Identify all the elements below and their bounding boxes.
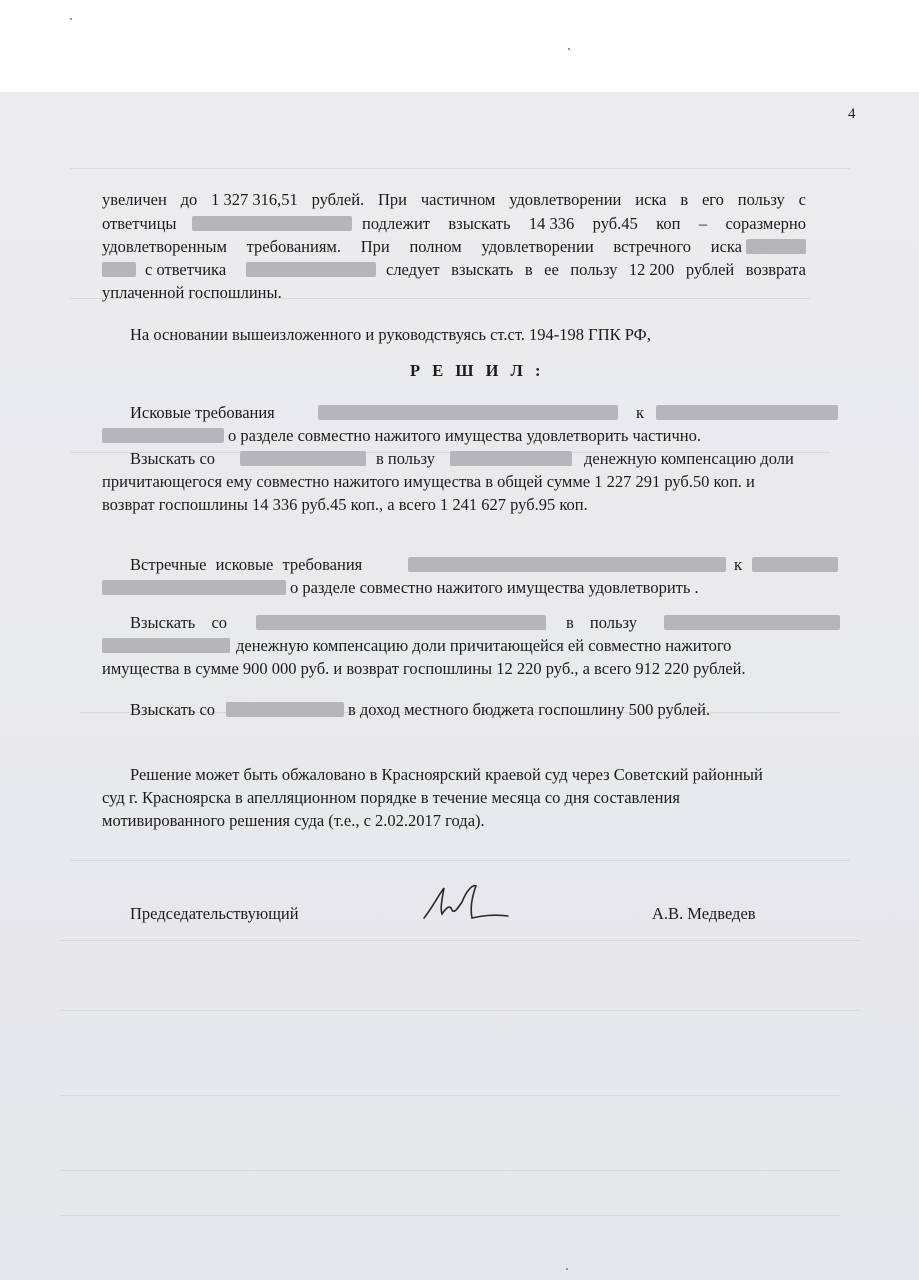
word: руб.45 [592,214,638,233]
redaction [408,557,726,572]
text-line: Взыскать со [130,613,228,632]
bleed-line [60,940,860,941]
bleed-line [60,1170,840,1171]
redaction [102,580,286,595]
decision-title: Р Е Ш И Л : [410,361,545,380]
text-line: к [734,555,743,574]
signatory-role: Председательствующий [130,904,299,923]
word: встречного [613,237,691,256]
text-line: возврат госпошлины 14 336 руб.45 коп., а всего 1 241 627 руб.95 коп. [102,495,588,514]
word: рублей [685,260,735,279]
bleed-line [70,860,850,861]
text-line: денежную компенсацию доли причитающейся ей совместно нажитого [236,636,732,655]
text-line: в доход местного бюджета госпошлину 500 рублей. [348,700,711,719]
text-line: уплаченной госпошлины. [102,283,282,302]
word: ответчицы [102,214,177,233]
text-line: к [636,403,645,422]
redaction [102,638,230,653]
word: 14 336 [528,214,575,233]
bleed-line [60,1095,840,1096]
word: с ответчика [145,260,227,279]
text-line: о разделе совместно нажитого имущества удовлетворить частично. [228,426,701,445]
word: Исковые требования [130,403,275,422]
word: удовлетворенным [102,237,227,256]
word: полном [409,237,462,256]
word: пользу [570,260,618,279]
word: требованиям. [246,237,341,256]
word: коп [656,214,681,233]
text-line: мотивированного решения суда (т.е., с 2.02.2017 года). [102,811,485,830]
redaction [450,451,572,466]
word: иска [710,237,742,256]
text-line: в пользу [566,613,637,632]
word: пользу [737,190,785,209]
text-line: имущества в сумме 900 000 руб. и возврат госпошлины 12 220 руб., а всего 912 220 рублей. [102,659,746,678]
word: взыскать [448,214,511,233]
redaction [192,216,352,231]
word: При [378,190,408,209]
text-line: Решение может быть обжаловано в Красноярский краевой суд через Советский районный [130,765,763,784]
word: удовлетворении [509,190,622,209]
redaction [752,557,838,572]
word: – [698,214,708,233]
text-line: Взыскать со [130,449,216,468]
word: соразмерно [725,214,806,233]
word: иска [635,190,667,209]
text-line: в пользу [376,449,435,468]
bleed-line [70,168,850,169]
word: подлежит [362,214,430,233]
scan-speck [566,1268,568,1270]
redaction [746,239,806,254]
text-line: Встречные исковые требования [130,555,363,574]
text-line: о разделе совместно нажитого имущества удовлетворить . [290,578,699,597]
word: ее [544,260,559,279]
page-number: 4 [848,106,856,122]
text-line: суд г. Красноярска в апелляционном порядке в течение месяца со дня составления [102,788,680,807]
word: его [701,190,724,209]
word: При [360,237,390,256]
text-line [145,260,226,280]
word: увеличен [102,190,167,209]
word: в [524,260,533,279]
redaction [102,262,136,277]
redaction [226,702,344,717]
redaction [656,405,838,420]
word: рублей. [311,190,365,209]
text-line [386,260,806,280]
text-line [362,214,806,234]
text-line: На основании вышеизложенного и руководствуясь ст.ст. 194-198 ГПК РФ, [130,325,651,344]
text-line [102,237,742,257]
word: 12 200 [628,260,675,279]
word: возврата [745,260,806,279]
redaction [318,405,618,420]
scan-speck [568,48,570,50]
word: следует [386,260,440,279]
text-line: Взыскать со [130,700,216,719]
redaction [102,428,224,443]
word: до [180,190,198,209]
bleed-line [60,1010,860,1011]
text-line [130,403,302,423]
scan-speck [70,18,72,20]
text-line: причитающегося ему совместно нажитого имущества в общей сумме 1 227 291 руб.50 коп. и [102,472,755,491]
bleed-line [60,1215,840,1216]
scan-top-margin [0,0,919,92]
word: 1 327 316,51 [211,190,298,209]
text-line: денежную компенсацию доли [584,449,794,468]
redaction [664,615,840,630]
handwritten-signature [418,878,510,926]
word: взыскать [451,260,514,279]
word: с [798,190,806,209]
redaction [246,262,376,277]
text-line [102,214,177,234]
redaction [240,451,366,466]
signatory-name: А.В. Медведев [652,904,756,923]
word: удовлетворении [481,237,594,256]
word: частичном [420,190,496,209]
text-line [102,190,806,210]
redaction [256,615,546,630]
word: в [680,190,689,209]
